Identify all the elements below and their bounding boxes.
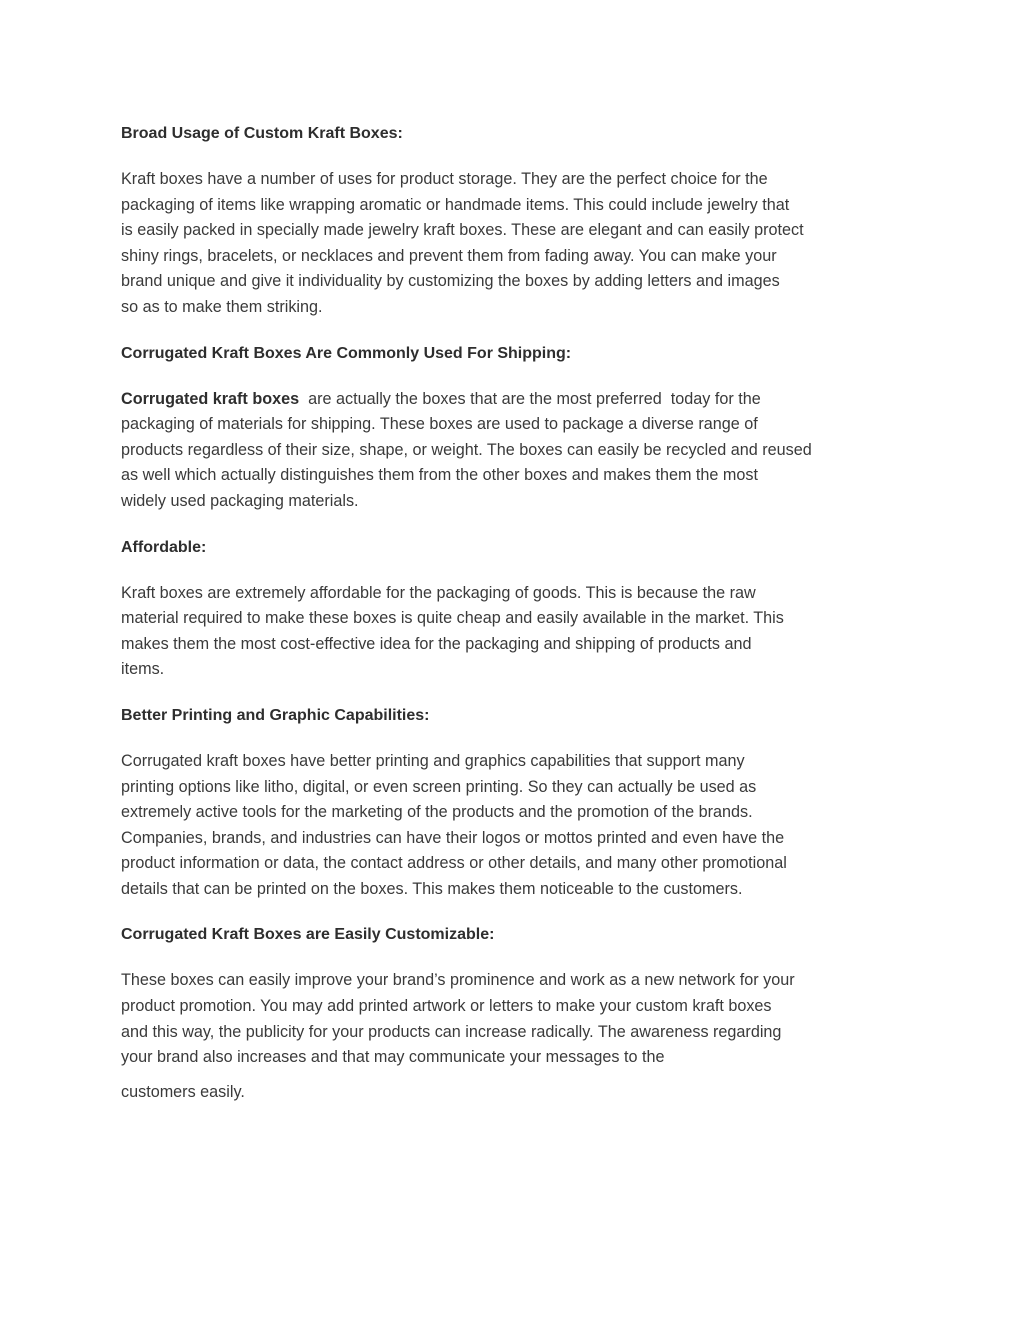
paragraph-line: so as to make them striking. bbox=[121, 297, 323, 316]
paragraph-line: makes them the most cost-effective idea for the packaging and shipping of products and bbox=[121, 634, 752, 653]
section-paragraph-printing bbox=[121, 749, 911, 903]
paragraph-line: Corrugated kraft boxes have better printing and graphics capabilities that support many bbox=[121, 751, 745, 770]
section-paragraph-affordable bbox=[121, 581, 911, 683]
paragraph-line: product information or data, the contact address or other details, and many other promotional bbox=[121, 854, 787, 873]
paragraph-line: as well which actually distinguishes them from the other boxes and makes them the most bbox=[121, 466, 759, 485]
paragraph-line: your brand also increases and that may communicate your messages to the bbox=[121, 1048, 665, 1067]
paragraph-line: material required to make these boxes is quite cheap and easily available in the market. This bbox=[121, 609, 784, 628]
paragraph-line: Companies, brands, and industries can have their logos or mottos printed and even have the bbox=[121, 828, 785, 847]
section-heading-affordable: Affordable: bbox=[121, 538, 207, 556]
paragraph-line: printing options like litho, digital, or even screen printing. So they can actually be used as bbox=[121, 777, 757, 796]
paragraph-line: Kraft boxes have a number of uses for product storage. They are the perfect choice for the bbox=[121, 170, 768, 188]
paragraph-line: packaging of items like wrapping aromatic or handmade items. This could include jewelry that bbox=[121, 195, 790, 214]
section-heading-printing: Better Printing and Graphic Capabilities: bbox=[121, 706, 430, 724]
section-heading-broad-usage: Broad Usage of Custom Kraft Boxes: bbox=[121, 125, 403, 142]
closing-line: customers easily. bbox=[121, 1082, 245, 1101]
paragraph-line: is easily packed in specially made jewelry kraft boxes. These are elegant and can easily protect bbox=[121, 221, 804, 240]
paragraph-line: These boxes can easily improve your brand’s prominence and work as a new network for your bbox=[121, 971, 795, 990]
paragraph-line: widely used packaging materials. bbox=[121, 491, 359, 510]
section-heading-shipping: Corrugated Kraft Boxes Are Commonly Used For Shipping: bbox=[121, 344, 572, 362]
paragraph-line: details that can be printed on the boxes. This makes them noticeable to the customers. bbox=[121, 879, 743, 898]
section-paragraph-broad-usage bbox=[121, 167, 911, 321]
paragraph-line bbox=[121, 387, 911, 413]
section-paragraph-customizable bbox=[121, 968, 911, 1070]
paragraph-line: items. bbox=[121, 660, 165, 679]
paragraph-line: and this way, the publicity for your products can increase radically. The awareness regarding bbox=[121, 1022, 782, 1041]
paragraph-line-rest: are actually the boxes that are the most preferred today for the bbox=[299, 389, 761, 408]
paragraph-line: product promotion. You may add printed artwork or letters to make your custom kraft boxes bbox=[121, 997, 772, 1016]
section-heading-customizable: Corrugated Kraft Boxes are Easily Customizable: bbox=[121, 926, 495, 944]
paragraph-line: packaging of materials for shipping. These boxes are used to package a diverse range of bbox=[121, 415, 758, 434]
document-page bbox=[121, 123, 911, 1105]
lead-bold-text: Corrugated kraft boxes bbox=[121, 389, 300, 408]
section-paragraph-shipping bbox=[121, 387, 911, 515]
paragraph-line: brand unique and give it individuality by customizing the boxes by adding letters and images bbox=[121, 272, 780, 291]
paragraph-line: extremely active tools for the marketing of the products and the promotion of the brands. bbox=[121, 803, 753, 822]
paragraph-line: products regardless of their size, shape, or weight. The boxes can easily be recycled and reused bbox=[121, 440, 812, 459]
paragraph-line: shiny rings, bracelets, or necklaces and prevent them from fading away. You can make your bbox=[121, 246, 777, 265]
paragraph-line: Kraft boxes are extremely affordable for the packaging of goods. This is because the raw bbox=[121, 583, 756, 602]
